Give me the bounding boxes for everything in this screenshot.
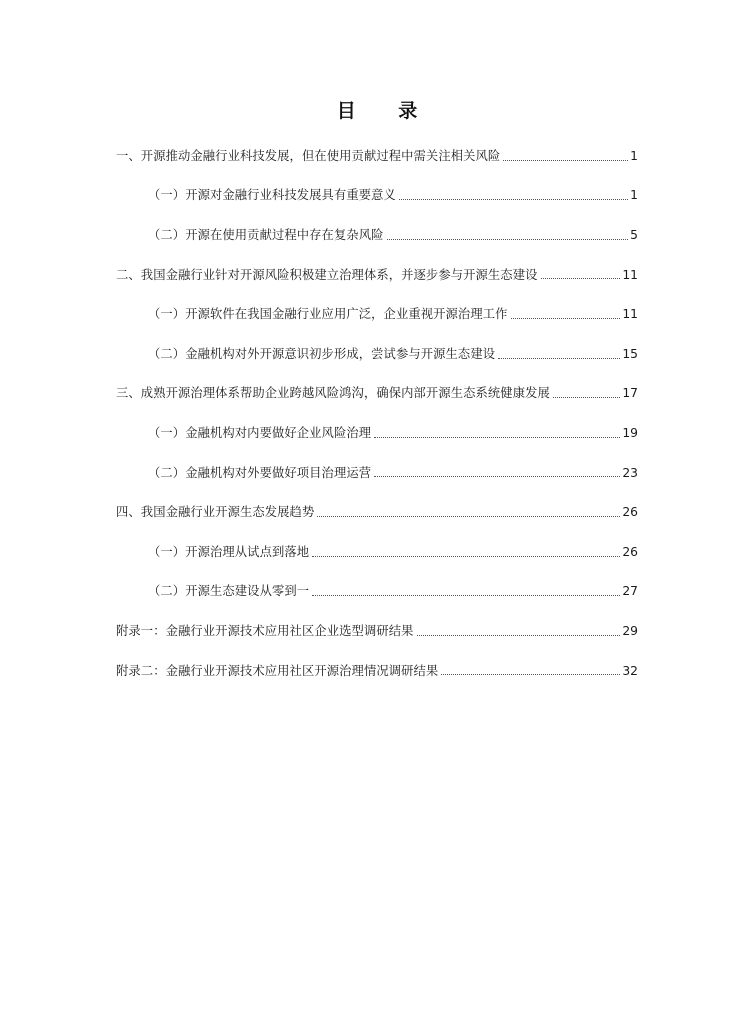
- toc-page-number: 11: [622, 307, 638, 322]
- toc-dot-leader: [503, 159, 628, 161]
- toc-entry-text: 附录一：金融行业开源技术应用社区企业选型调研结果: [116, 623, 414, 638]
- toc-entry[interactable]: [0, 532, 638, 572]
- toc-dot-leader: [312, 555, 620, 557]
- toc-entry[interactable]: [0, 136, 638, 176]
- toc-entry-text: 附录二：金融行业开源技术应用社区开源治理情况调研结果: [116, 663, 439, 678]
- toc-entry-text: （一）开源软件在我国金融行业应用广泛，企业重视开源治理工作: [148, 307, 508, 322]
- toc-entry[interactable]: [0, 294, 638, 334]
- toc-entry-text: （二）金融机构对外要做好项目治理运营: [148, 465, 372, 480]
- toc-dot-leader: [312, 594, 620, 596]
- toc-entry-text: （一）金融机构对内要做好企业风险治理: [148, 425, 372, 440]
- toc-entry[interactable]: [0, 374, 638, 414]
- toc-entry-text: （二）开源生态建设从零到一: [148, 584, 310, 599]
- toc-dot-leader: [374, 436, 620, 438]
- toc-entry[interactable]: [0, 413, 638, 453]
- toc-entry[interactable]: [0, 651, 638, 691]
- toc-entry[interactable]: [0, 572, 638, 612]
- toc-dot-leader: [441, 673, 620, 675]
- toc-title: 目 录: [336, 100, 436, 122]
- toc-entry[interactable]: [0, 453, 638, 493]
- toc-page-number: 19: [622, 425, 638, 440]
- toc-entry-text: 一、开源推动金融行业科技发展，但在使用贡献过程中需关注相关风险: [116, 148, 501, 163]
- toc-dot-leader: [387, 238, 629, 240]
- toc-entry[interactable]: [0, 176, 638, 216]
- toc-page-number: 11: [622, 267, 638, 282]
- table-of-contents: [0, 136, 754, 690]
- toc-entry-text: （二）金融机构对外开源意识初步形成，尝试参与开源生态建设: [148, 346, 496, 361]
- toc-entry-text: （一）开源对金融行业科技发展具有重要意义: [148, 188, 396, 203]
- toc-entry-text: 四、我国金融行业开源生态发展趋势: [116, 505, 315, 520]
- toc-page-number: 1: [630, 148, 638, 163]
- toc-page-number: 1: [630, 188, 638, 203]
- toc-entry[interactable]: [0, 492, 638, 532]
- toc-dot-leader: [374, 475, 620, 477]
- toc-entry-text: （一）开源治理从试点到落地: [148, 544, 310, 559]
- toc-entry[interactable]: [0, 334, 638, 374]
- toc-entry[interactable]: [0, 215, 638, 255]
- toc-entry-text: 三、成熟开源治理体系帮助企业跨越风险鸿沟，确保内部开源生态系统健康发展: [116, 386, 550, 401]
- toc-dot-leader: [498, 357, 620, 359]
- toc-page-number: 29: [622, 623, 638, 638]
- toc-page-number: 26: [622, 505, 638, 520]
- toc-page-number: 5: [630, 227, 638, 242]
- toc-entry-text: 二、我国金融行业针对开源风险积极建立治理体系，并逐步参与开源生态建设: [116, 267, 538, 282]
- toc-page-number: 17: [622, 386, 638, 401]
- toc-page-number: 27: [622, 584, 638, 599]
- toc-dot-leader: [417, 634, 621, 636]
- toc-entry[interactable]: [0, 255, 638, 295]
- toc-page-number: 15: [622, 346, 638, 361]
- toc-page-number: 32: [622, 663, 638, 678]
- toc-dot-leader: [317, 515, 620, 517]
- toc-dot-leader: [511, 317, 621, 319]
- toc-dot-leader: [553, 396, 620, 398]
- toc-page-number: 26: [622, 544, 638, 559]
- toc-dot-leader: [399, 198, 628, 200]
- toc-dot-leader: [541, 277, 621, 279]
- toc-page-number: 23: [622, 465, 638, 480]
- toc-entry[interactable]: [0, 611, 638, 651]
- toc-entry-text: （二）开源在使用贡献过程中存在复杂风险: [148, 227, 384, 242]
